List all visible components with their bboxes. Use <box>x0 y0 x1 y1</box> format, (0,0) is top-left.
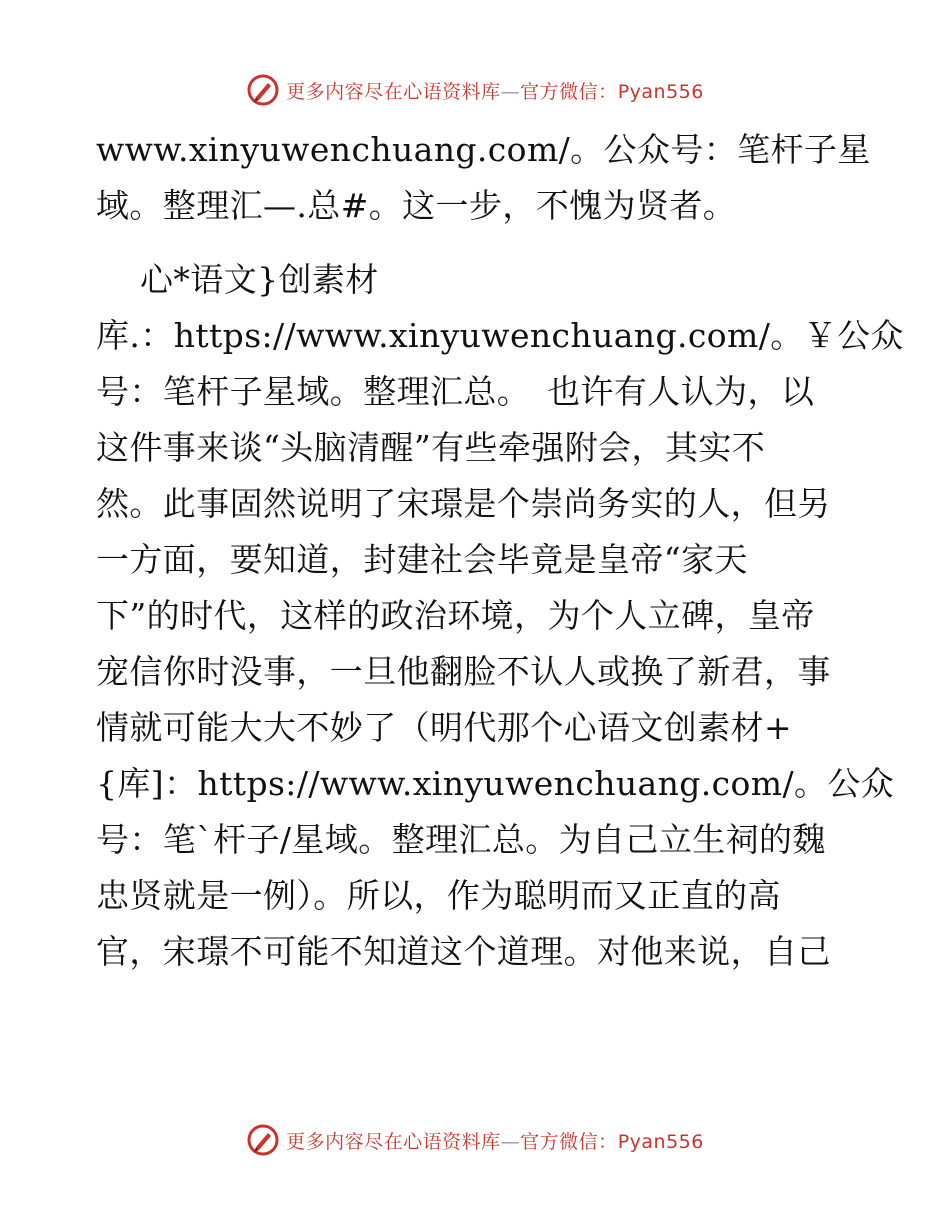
text-line: www.xinyuwenchuang.com/。公众号：笔杆子星 <box>96 130 871 169</box>
footer-watermark <box>0 1118 950 1162</box>
banner-dash: — <box>500 80 521 103</box>
banner-text <box>286 1127 704 1154</box>
pen-logo-icon <box>246 73 280 107</box>
paragraph-gap <box>96 234 856 252</box>
banner-wechat-label: 官方微信： <box>520 1130 618 1153</box>
text-line: 情就可能大大不妙了（明代那个心语文创素材+ <box>96 708 793 747</box>
banner-wechat-label: 官方微信： <box>520 80 618 103</box>
banner-wechat-id: Pyan556 <box>617 1130 704 1153</box>
banner-main-text: 更多内容尽在心语资料库 <box>286 80 501 103</box>
text-line: 下”的时代，这样的政治环境，为个人立碑，皇帝 <box>96 596 815 635</box>
banner-dash: — <box>500 1130 521 1153</box>
document-body <box>96 122 904 980</box>
text-line: 一方面，要知道，封建社会毕竟是皇帝“家天 <box>96 540 748 579</box>
text-line: 心*语文}创素材 <box>140 260 379 299</box>
text-line: 忠贤就是一例）。所以，作为聪明而又正直的高 <box>96 876 781 915</box>
text-line: 域。整理汇—.总#。这一步，不愧为贤者。 <box>96 186 737 225</box>
text-line: 这件事来谈“头脑清醒”有些牵强附会，其实不 <box>96 428 766 467</box>
text-line: 然。此事固然说明了宋璟是个崇尚务实的人，但另 <box>96 484 831 523</box>
text-line: 号：笔`杆子/星域。整理汇总。为自己立生祠的魏 <box>96 820 826 859</box>
text-line: 号：笔杆子星域。整理汇总。 也许有人认为，以 <box>96 372 815 411</box>
banner-main-text: 更多内容尽在心语资料库 <box>286 1130 501 1153</box>
banner-wechat-id: Pyan556 <box>617 80 704 103</box>
text-line: 官，宋璟不可能不知道这个道理。对他来说，自己 <box>96 932 831 971</box>
header-watermark <box>0 68 950 112</box>
text-line: {库]：https://www.xinyuwenchuang.com/。公众 <box>96 764 895 803</box>
pen-logo-icon <box>246 1123 280 1157</box>
text-line: 库.：https://www.xinyuwenchuang.com/。￥公众 <box>96 316 904 355</box>
banner-text <box>286 77 704 104</box>
text-line: 宠信你时没事，一旦他翻脸不认人或换了新君，事 <box>96 652 831 691</box>
